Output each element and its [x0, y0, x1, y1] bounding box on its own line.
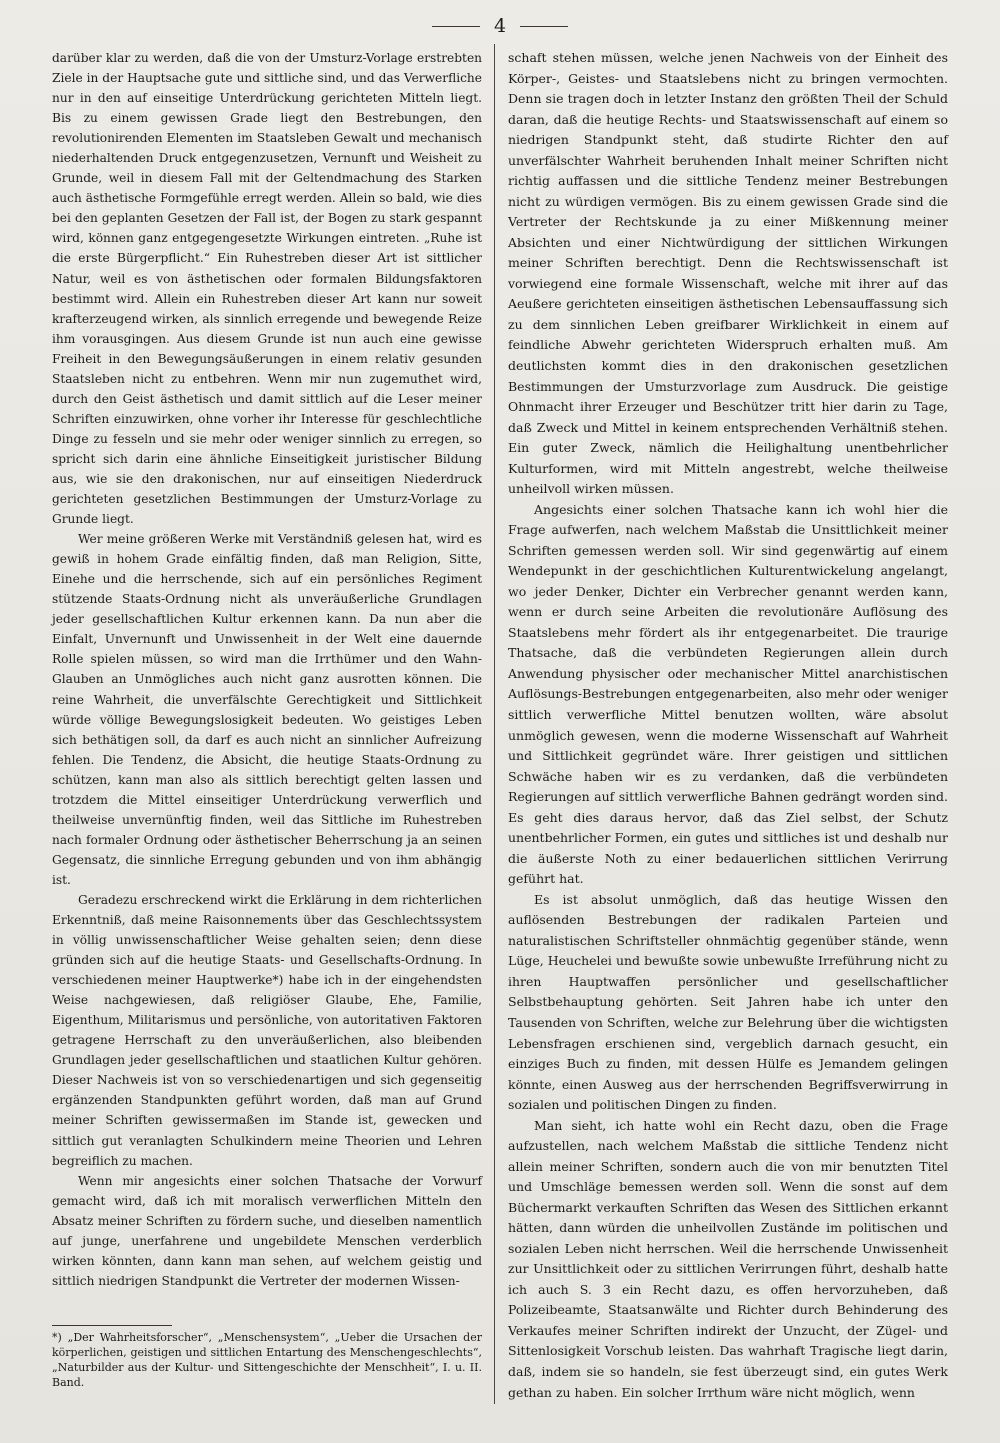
- paragraph: schaft stehen müssen, welche jenen Nachweis von der Einheit des Körper-, Geistes- und Staatslebens nicht zu bringen vermochten. Denn sie tragen doch in letzter Instanz den größten Theil der Schuld daran, daß die heutige Rechts- und Staatswissenschaft auf einem so niedrigen Standpunkt steht, daß studirte Richter den auf unverfälschter Wahrheit beruhenden Inhalt meiner Schriften nicht richtig auffassen und die sittliche Tendenz meiner Bestrebungen nicht zu würdigen vermögen. Bis zu einem gewissen Grade sind die Vertreter der Rechtskunde ja zu einer Mißkennung meiner Absichten und einer Nichtwürdigung der sittlichen Wirkungen meiner Schriften berechtigt. Denn die Rechtswissenschaft ist vorwiegend eine formale Wissenschaft, welche mit ihrer auf das Aeußere gerichteten einseitigen ästhetischen Lebensauffassung sich zu dem sinnlichen Leben greifbarer Wirklichkeit in einem auf feindliche Abwehr gerichteten Widerspruch erhalten muß. Am deutlichsten kommt dies in den drakonischen gesetzlichen Bestimmungen der Umsturzvorlage zum Ausdruck. Die geistige Ohnmacht ihrer Erzeuger und Beschützer tritt hier darin zu Tage, daß Zweck und Mittel in keinem entsprechenden Verhältniß stehen. Ein guter Zweck, nämlich die Heilighaltung unentbehrlicher Kulturformen, wird mit Mitteln angestrebt, welche theilweise unheilvoll wirken müssen.: [508, 50, 948, 497]
- paragraph: Wer meine größeren Werke mit Verständniß gelesen hat, wird es gewiß in hohem Grade einfältig finden, daß man Religion, Sitte, Einehe und die herrschende, sich auf ein persönliches Regiment stützende Staats-Ordnung nicht als unveräußerliche Grundlagen jeder gesellschaftlichen Kultur erkennen kann. Da nun aber die Einfalt, Unvernunft und Unwissenheit in der Welt eine dauernde Rolle spielen müssen, so wird man die Irrthümer und den Wahn-Glauben an Unmögliches auch nicht ganz ausrotten können. Die reine Wahrheit, die unverfälschte Gerechtigkeit und Sittlichkeit würde völlige Bewegungslosigkeit bedeuten. Wo geistiges Leben sich bethätigen soll, da darf es auch nicht an sinnlicher Aufreizung fehlen. Die Tendenz, die Absicht, die heutige Staats-Ordnung zu schützen, kann man also als sittlich berechtigt gelten lassen und trotzdem die Mittel einseitiger Unterdrückung verwerflich und theilweise unvernünftig finden, weil das Sittliche im Ruhestreben nach formaler Ordnung oder ästhetischer Beherrschung ja an seinen Gegensatz, die sinnliche Erregung gebunden und von ihm abhängig ist.: [52, 532, 482, 887]
- column-divider: [494, 44, 495, 1404]
- footnote-rule: [52, 1325, 172, 1326]
- footnote: *) „Der Wahrheitsforscher“, „Menschensystem“, „Ueber die Ursachen der körperlichen, geistigen und sittlichen Entartung des Menschengeschlechts“, „Naturbilder aus der Kultur- und Sittengeschichte der Menschheit“, I. u. II. Band.: [52, 1331, 482, 1389]
- paragraph: Geradezu erschreckend wirkt die Erklärung in dem richterlichen Erkenntniß, daß meine Raisonnements über das Geschlechtssystem in völlig unwissenschaftlicher Weise gehalten seien; denn diese gründen sich auf die heutige Staats- und Gesellschafts-Ordnung. In verschiedenen meiner Hauptwerke*) habe ich in der eingehendsten Weise nachgewiesen, daß religiöser Glaube, Ehe, Familie, Eigenthum, Militarismus und persönliche, von autoritativen Faktoren getragene Herrschaft zu den unveräußerlichen, also bleibenden Grundlagen jeder gesellschaftlichen und staatlichen Kultur gehören. Dieser Nachweis ist von so verschiedenartigen und sich gegenseitig ergänzenden Standpunkten geführt worden, daß man auf Grund meiner Schriften gewissermaßen im Stande ist, gewecken und sittlich gut veranlagten Schulkindern meine Theorien und Lehren begreiflich zu machen.: [52, 892, 482, 1168]
- page-number: 4: [493, 15, 507, 37]
- page-header: [0, 14, 1000, 38]
- header-rule-left: [432, 26, 480, 27]
- paragraph: Es ist absolut unmöglich, daß das heutige Wissen den auflösenden Bestrebungen der radikalen Parteien und naturalistischen Schriftsteller ohnmächtig gegenüber stände, wenn Lüge, Heuchelei und bewußte sowie unbewußte Irreführung nicht zu ihren Hauptwaffen persönlicher und gesellschaftlicher Selbstbehauptung gehörten. Seit Jahren habe ich unter den Tausenden von Schriften, welche zur Belehrung über die wichtigsten Lebensfragen erschienen sind, vergeblich darnach gesucht, ein einziges Buch zu finden, mit dessen Hülfe es Jemandem gelingen könnte, einen Ausweg aus der herrschenden Begriffsverwirrung in sozialen und politischen Dingen zu finden.: [508, 891, 948, 1113]
- header-rule-right: [520, 26, 568, 27]
- paragraph: darüber klar zu werden, daß die von der Umsturz-Vorlage erstrebten Ziele in der Hauptsache gute und sittliche sind, und das Verwerfliche nur in den auf einseitige Unterdrückung gerichteten Mitteln liegt. Bis zu einem gewissen Grade liegt den Bestrebungen, den revolutionirenden Elementen im Staatsleben Gewalt und mechanisch niederhaltenden Druck entgegenzusetzen, Vernunft und Weisheit zu Grunde, weil in diesem Fall mit der Geltendmachung des Starken auch ästhetische Formgefühle erregt werden. Allein so bald, wie dies bei den geplanten Gesetzen der Fall ist, der Bogen zu stark gespannt wird, können ganz entgegengesetzte Wirkungen eintreten. „Ruhe ist die erste Bürgerpflicht.“ Ein Ruhestreben dieser Art ist sittlicher Natur, weil es von ästhetischen oder formalen Bildungsfaktoren bestimmt wird. Allein ein Ruhestreben dieser Art kann nur soweit krafterzeugend wirken, als sinnlich erregende und bewegende Reize ihm vorausgingen. Aus diesem Grunde ist nun auch eine gewisse Freiheit in den Bewegungsäußerungen in einem relativ gesunden Staatsleben nicht zu entbehren. Wenn mir nun zugemuthet wird, durch den Geist ästhetisch und damit sittlich auf die Leser meiner Schriften einzuwirken, ohne vorher ihr Interesse für geschlechtliche Dinge zu fesseln und sie mehr oder weniger sinnlich zu erregen, so spricht sich darin eine ähnliche Einseitigkeit juristischer Bildung aus, wie sie den drakonischen, nur auf einseitigen Niederdruck gerichteten gesetzlichen Bestimmungen der Umsturz-Vorlage zu Grunde liegt.: [52, 51, 482, 527]
- right-column: [508, 48, 948, 1403]
- left-column: [52, 48, 482, 1291]
- paragraph: Wenn mir angesichts einer solchen Thatsache der Vorwurf gemacht wird, daß ich mit moralisch verwerflichen Mitteln den Absatz meiner Schriften zu fördern suche, und dieselben namentlich auf junge, unerfahrene und ungebildete Menschen verderblich wirken könnten, dann kann man sehen, auf welchem geistig und sittlich niedrigen Standpunkt die Vertreter der modernen Wissen-: [52, 1173, 482, 1288]
- paragraph: Angesichts einer solchen Thatsache kann ich wohl hier die Frage aufwerfen, nach welchem Maßstab die Unsittlichkeit meiner Schriften gemessen werden soll. Wir sind gegenwärtig auf einem Wendepunkt in der geschichtlichen Kulturentwickelung angelangt, wo jeder Denker, Dichter ein Verbrecher genannt werden kann, wenn er durch seine Arbeiten die revolutionäre Auflösung des Staatslebens mehr fördert als ihr entgegenarbeitet. Die traurige Thatsache, daß die verbündeten Regierungen allein durch Anwendung physischer oder mechanischer Mittel anarchistischen Auflösungs-Bestrebungen entgegenarbeiten, also mehr oder weniger sittlich verwerfliche Mittel benutzen wollten, wäre absolut unmöglich gewesen, wenn die moderne Wissenschaft auf Wahrheit und Sittlichkeit gegründet wäre. Ihrer geistigen und sittlichen Schwäche haben wir es zu verdanken, daß die verbündeten Regierungen auf sittlich verwerfliche Bahnen gedrängt worden sind. Es geht dies daraus hervor, daß das Ziel selbst, der Schutz unentbehrlicher Formen, ein gutes und sittliches ist und deshalb nur die äußerste Noth zu einer bedauerlichen sittlichen Verirrung geführt hat.: [508, 501, 948, 887]
- paragraph: Man sieht, ich hatte wohl ein Recht dazu, oben die Frage aufzustellen, nach welchem Maßstab die sittliche Tendenz nicht allein meiner Schriften, sondern auch die von mir benutzten Titel und Umschläge bemessen werden soll. Wenn die sonst auf dem Büchermarkt verkauften Schriften das Wesen des Sittlichen erkannt hätten, dann würden die unheilvollen Zustände im politischen und sozialen Leben nicht herrschen. Weil die herrschende Unwissenheit zur Unsittlichkeit oder zu sittlichen Verirrungen führt, deshalb hatte ich auch S. 3 ein Recht dazu, es offen hervorzuheben, daß Polizeibeamte, Staatsanwälte und Richter durch Behinderung des Verkaufes meiner Schriften indirekt der Unzucht, der Zügel- und Sittenlosigkeit Vorschub leisten. Das wahrhaft Tragische liegt darin, daß, indem sie so handeln, sie fest überzeugt sind, ein gutes Werk gethan zu haben. Ein solcher Irrthum wäre nicht möglich, wenn: [508, 1117, 948, 1400]
